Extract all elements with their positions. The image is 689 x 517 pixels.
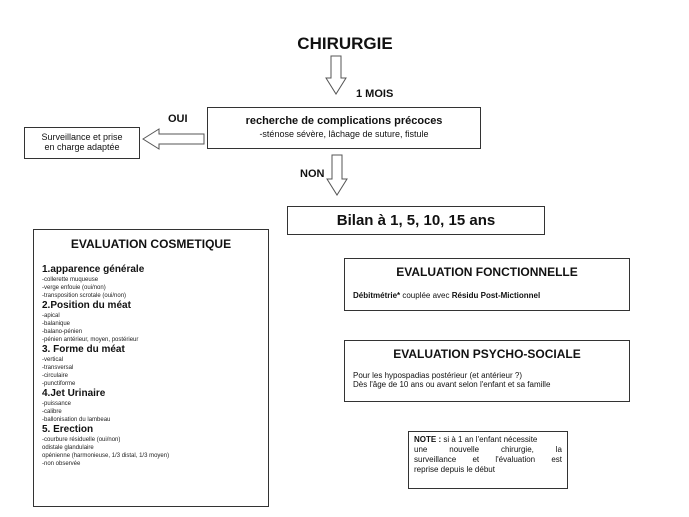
residu-label: Résidu Post-Mictionnel [451, 291, 541, 300]
section-item: -calibre [42, 409, 62, 415]
section-item: -ballonisation du lambeau [42, 417, 111, 423]
psycho-line-1: Pour les hypospadias postérieur (et antérieur ?) [353, 371, 522, 380]
psycho-line-2: Dès l'âge de 10 ans ou avant selon l'enfant et sa famille [353, 380, 551, 389]
section-item: -circulaire [42, 373, 69, 379]
section-heading: 2.Position du méat [42, 300, 131, 311]
section-heading: 5. Erection [42, 424, 94, 435]
section-item: -non observée [42, 461, 81, 467]
non-label: NON [300, 168, 325, 180]
bilan-text: Bilan à 1, 5, 10, 15 ans [336, 212, 496, 229]
cosmetique-list [42, 264, 264, 468]
section-item: -apical [42, 313, 60, 319]
cosmetique-section [42, 388, 264, 424]
section-item: -balanique [42, 321, 71, 327]
note-line-4: reprise depuis le début [414, 465, 495, 474]
cosmetique-box [33, 229, 269, 507]
note-text-1: si à 1 an l'enfant nécessite [441, 435, 538, 444]
note-line-1 [414, 435, 562, 445]
section-item: -balano-pénien [42, 329, 83, 335]
arrow-label-1-mois: 1 MOIS [356, 88, 394, 100]
cosmetique-section [42, 344, 264, 388]
section-item: opénienne (harmonieuse, 1/3 distal, 1/3 moyen) [42, 453, 170, 459]
note-box [408, 431, 568, 489]
fonctionnelle-title: EVALUATION FONCTIONNELLE [396, 265, 578, 279]
psycho-title: EVALUATION PSYCHO-SOCIALE [393, 347, 581, 361]
oui-label: OUI [168, 113, 188, 125]
section-item: -courbure résiduelle (oui/non) [42, 437, 121, 443]
section-item: -punctiforme [42, 381, 76, 387]
arrow-left-icon [143, 129, 205, 149]
section-item: -puissance [42, 401, 72, 407]
complications-subtitle: -sténose sévère, lâchage de suture, fistule [259, 129, 429, 139]
arrow-down-icon [326, 56, 346, 96]
section-item: -pénien antérieur, moyen, postérieur [42, 337, 139, 343]
complications-box [207, 107, 481, 149]
section-heading: 3. Forme du méat [42, 344, 125, 355]
bilan-box [287, 206, 545, 235]
section-heading: 1.apparence générale [42, 264, 145, 275]
fonctionnelle-text [353, 291, 629, 300]
section-item: -collerette muqueuse [42, 277, 99, 283]
cosmetique-section [42, 424, 264, 468]
arrow-down-icon [327, 155, 347, 197]
section-item: -transposition scrotale (oui/non) [42, 293, 127, 299]
note-line-2: une nouvelle chirurgie, la [414, 445, 562, 454]
couplee-label: couplée avec [400, 291, 452, 300]
section-item: -transversal [42, 365, 74, 371]
cosmetique-title: EVALUATION COSMETIQUE [70, 237, 232, 251]
note-line-3: surveillance et l'évaluation est [414, 455, 562, 464]
surveillance-line-1: Surveillance et prise [41, 132, 123, 142]
note-label: NOTE : [414, 435, 442, 444]
page-title: CHIRURGIE [297, 34, 393, 53]
cosmetique-section [42, 300, 264, 344]
debitmetrie-label: Débitmétrie* [353, 291, 401, 300]
fonctionnelle-box [344, 258, 630, 311]
section-item: -verge enfouie (oui/non) [42, 285, 106, 291]
psycho-box [344, 340, 630, 402]
surveillance-box [24, 127, 140, 159]
surveillance-line-2: en charge adaptée [44, 142, 120, 152]
complications-title: recherche de complications précoces [245, 115, 443, 127]
section-heading: 4.Jet Urinaire [42, 388, 106, 399]
cosmetique-section [42, 264, 264, 300]
section-item: odistale glandulaire [42, 445, 94, 451]
section-item: -vertical [42, 357, 64, 363]
